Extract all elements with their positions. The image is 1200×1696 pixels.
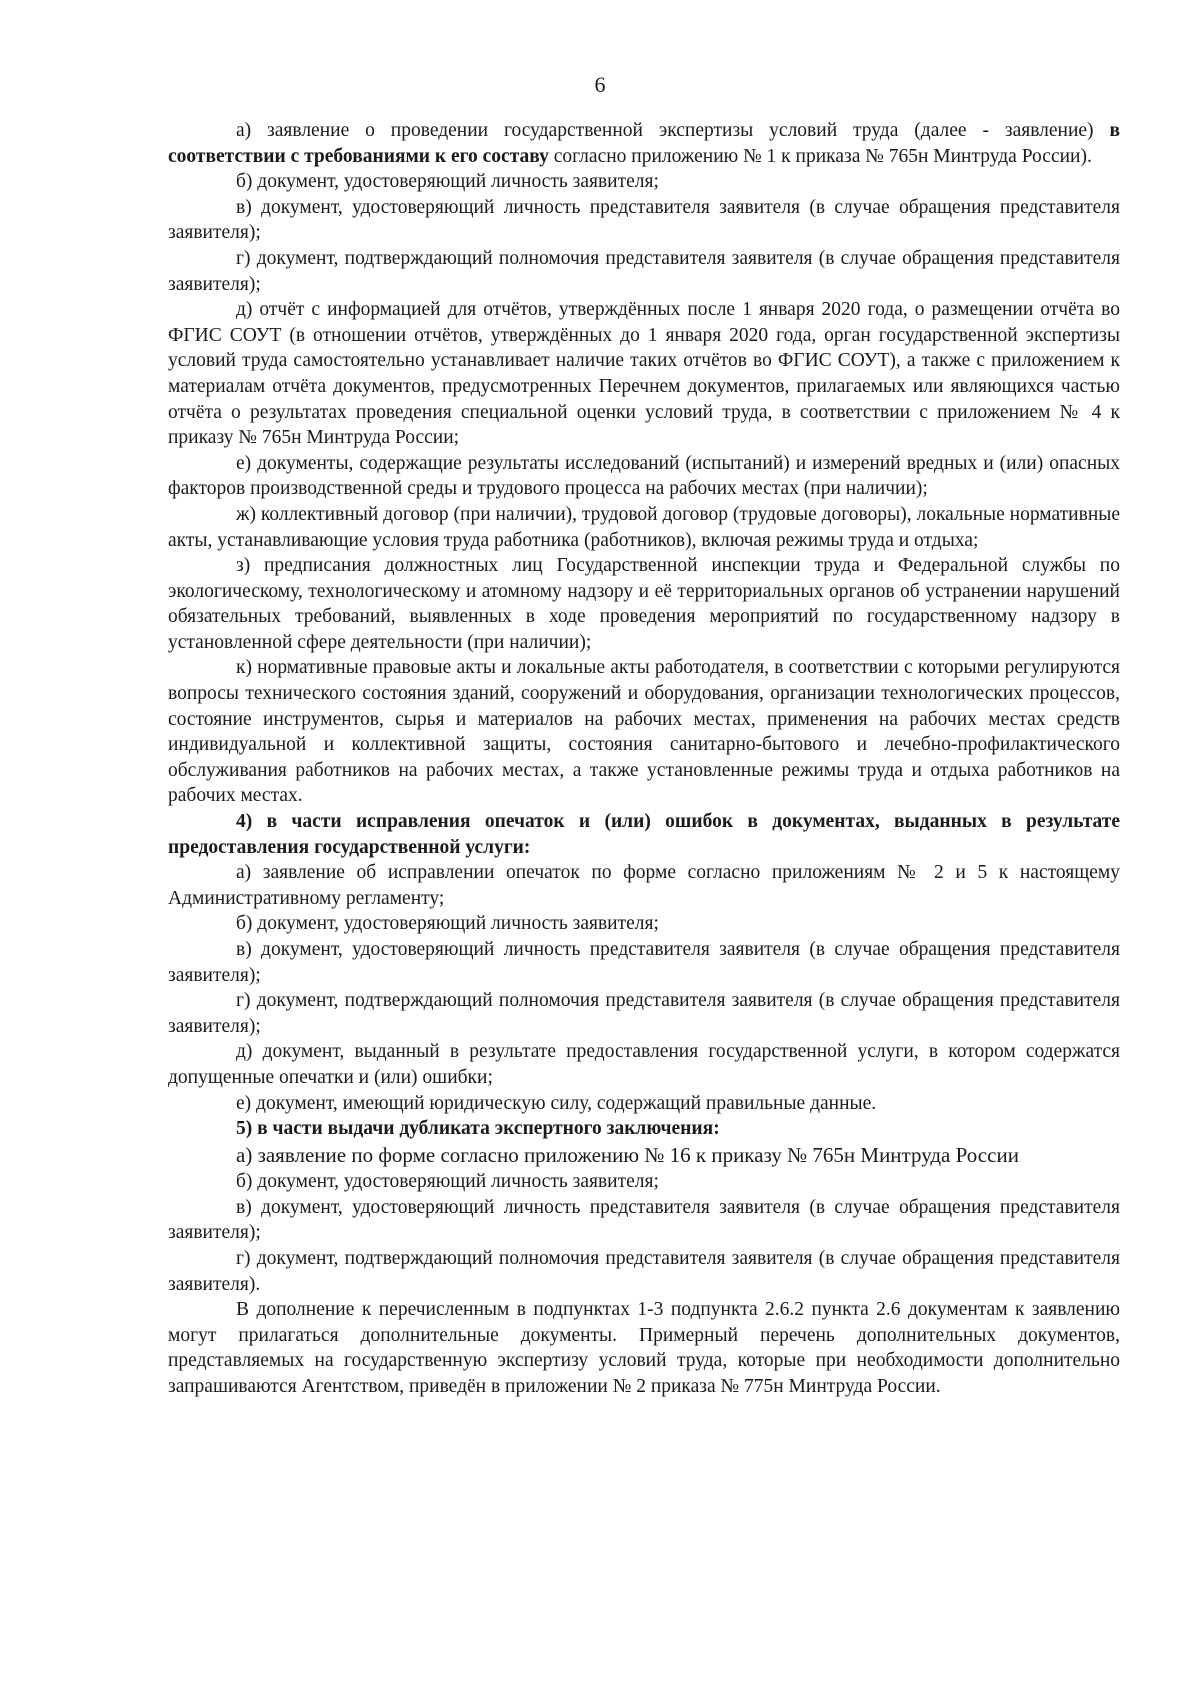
paragraph [168, 118, 1120, 169]
text-run: б) документ, удостоверяющий личность заявителя; [236, 1171, 659, 1193]
text-run: в) документ, удостоверяющий личность представителя заявителя (в случае обращения представителя заявителя); [168, 939, 1120, 986]
paragraph [168, 1195, 1120, 1246]
text-run: в) документ, удостоверяющий личность представителя заявителя (в случае обращения представителя заявителя); [168, 196, 1120, 244]
text-run: г) документ, подтверждающий полномочия представителя заявителя (в случае обращения представителя заявителя); [168, 990, 1120, 1037]
paragraph [168, 553, 1120, 655]
bold-text: 4) в части исправления опечаток и (или) ошибок в документах, выданных в результате предоставления государственной услуги: [168, 811, 1120, 858]
paragraph [168, 246, 1120, 297]
text-run: е) документы, содержащие результаты исследований (испытаний) и измерений вредных и (или) опасных факторов производственной среды и трудового процесса на рабочих местах (при наличии); [168, 452, 1120, 500]
paragraph [168, 1246, 1120, 1297]
text-run: г) документ, подтверждающий полномочия представителя заявителя (в случае обращения представителя заявителя); [168, 247, 1120, 295]
paragraph [168, 502, 1120, 553]
text-run: з) предписания должностных лиц Государственной инспекции труда и Федеральной службы по экологическому, технологическому и атомному надзору и её территориальных органов об устранении нарушений обязательных требований, выявленных в ходе проведения мероприятий по государственному надзору в установленной сфере деятельности (при наличии); [168, 555, 1120, 653]
text-run: д) документ, выданный в результате предоставления государственной услуги, в котором содержатся допущенные опечатки и (или) ошибки; [168, 1041, 1120, 1088]
paragraph [168, 1297, 1120, 1399]
paragraph [168, 195, 1120, 246]
text-run: а) заявление о проведении государственной экспертизы условий труда (далее - заявление) [236, 120, 1110, 141]
paragraph [168, 988, 1120, 1039]
text-run: в) документ, удостоверяющий личность представителя заявителя (в случае обращения представителя заявителя); [168, 1196, 1120, 1244]
document-body [168, 118, 1120, 1400]
paragraph [168, 169, 1120, 195]
paragraph [168, 1091, 1120, 1117]
paragraph [168, 297, 1120, 451]
text-run: а) заявление по форме согласно приложению № 16 к приказу № 765н Минтруда России [236, 1142, 1019, 1167]
text-run: б) документ, удостоверяющий личность заявителя; [236, 913, 659, 935]
paragraph [168, 1169, 1120, 1195]
page-number: 6 [594, 72, 606, 97]
text-run: согласно приложению № 1 к приказа № 765н Минтруда России). [548, 145, 1092, 167]
paragraph [168, 809, 1120, 860]
paragraph [168, 655, 1120, 809]
paragraph [168, 1142, 1120, 1170]
bold-text: 5) в части выдачи дубликата экспертного заключения: [236, 1118, 720, 1140]
text-run: В дополнение к перечисленным в подпунктах 1-3 подпункта 2.6.2 пункта 2.6 документам к заявлению могут прилагаться дополнительные документы. Примерный перечень дополнительных документов, представляемых на государственную экспертизу условий труда, которые при необходимости дополнительно запрашиваются Агентством, приведён в приложении № 2 приказа № 775н Минтруда России. [168, 1299, 1120, 1397]
paragraph [168, 911, 1120, 937]
paragraph [168, 1039, 1120, 1090]
paragraph [168, 860, 1120, 911]
paragraph [168, 937, 1120, 988]
text-run: б) документ, удостоверяющий личность заявителя; [236, 171, 659, 193]
text-run: е) документ, имеющий юридическую силу, содержащий правильные данные. [236, 1092, 877, 1114]
bold-text: в соответствии с требованиями к его составу [168, 120, 1120, 167]
text-run: к) нормативные правовые акты и локальные акты работодателя, в соответствии с которыми регулируются вопросы технического состояния зданий, сооружений и оборудования, организации технологических процессов, состояние инструментов, сырья и материалов на рабочих местах, применения на рабочих местах средств индивидуальной и коллективной защиты, состояния санитарно-бытового и лечебно-профилактического обслуживания работников на рабочих местах, а также установленные режимы труда и отдыха работников на рабочих местах. [168, 657, 1120, 807]
paragraph [168, 1116, 1120, 1142]
paragraph [168, 451, 1120, 502]
text-run: г) документ, подтверждающий полномочия представителя заявителя (в случае обращения представителя заявителя). [168, 1248, 1120, 1295]
text-run: ж) коллективный договор (при наличии), трудовой договор (трудовые договоры), локальные нормативные акты, устанавливающие условия труда работника (работников), включая режимы труда и отдыха; [168, 503, 1121, 551]
text-run: а) заявление об исправлении опечаток по форме согласно приложениям № 2 и 5 к настоящему Административному регламенту; [168, 862, 1120, 909]
text-run: д) отчёт с информацией для отчётов, утверждённых после 1 января 2020 года, о размещении отчёта во ФГИС СОУТ (в отношении отчётов, утверждённых до 1 января 2020 года, орган государственной экспертизы условий труда самостоятельно устанавливает наличие таких отчётов во ФГИС СОУТ), а также с приложением к материалам отчёта документов, предусмотренных Перечнем документов, прилагаемых или являющихся частью отчёта о результатах проведения специальной оценки условий труда, в соответствии с приложением № 4 к приказу № 765н Минтруда России; [168, 299, 1120, 449]
